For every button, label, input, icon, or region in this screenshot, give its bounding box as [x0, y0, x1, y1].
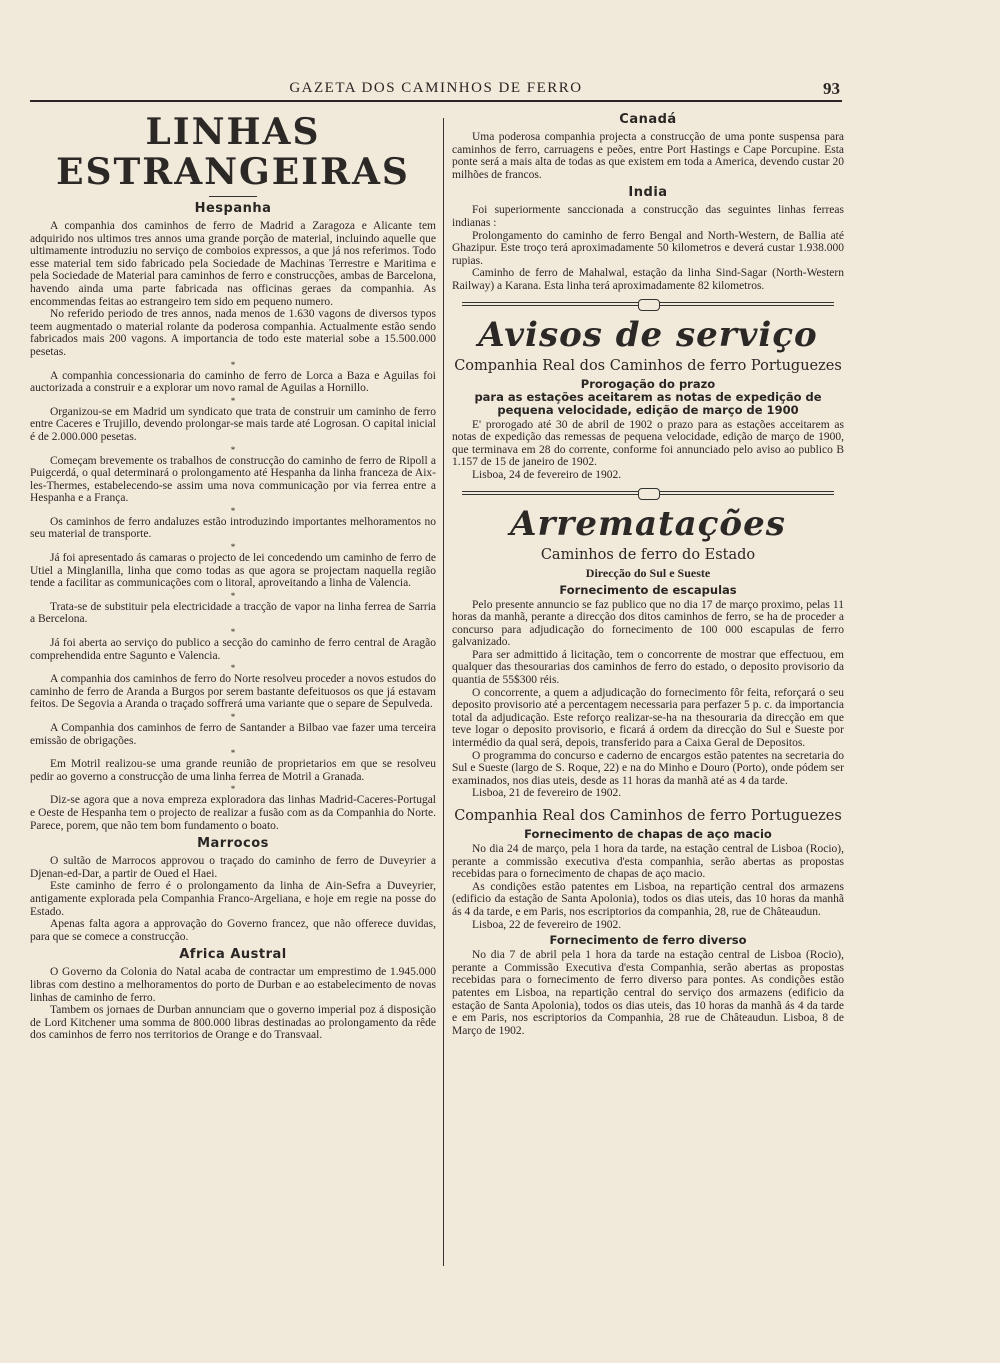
- tender-subheading: Fornecimento de ferro diverso: [549, 933, 747, 948]
- notice-subheading-detail: para as estações aceitarem as notas de expedição de pequena velocidade, edição de março de 1900: [474, 389, 822, 417]
- paragraph: Já foi apresentado ás camaras o projecto de lei concedendo um caminho de ferro de Utiel a Minglanilla, linha que como todas as que agora se projectam naquella região tende a facilitar as communicações com o litoral, aproveitando a linha de Valencia.: [30, 552, 436, 590]
- paragraph: As condições estão patentes em Lisboa, na repartição central dos armazens (edificio da estação de Santa Apolonia), todos os dias uteis, das 10 horas da manhã ás 4 da tarde, e em Paris, nos escriptorios da companhia, 28, rue de Châteaudun.: [452, 880, 844, 918]
- right-column: [452, 112, 844, 1037]
- paragraph: Os caminhos de ferro andaluzes estão introduzindo importantes melhoramentos no seu material de transporte.: [30, 515, 436, 541]
- paragraph: No dia 24 de março, pela 1 hora da tarde, na estação central de Lisboa (Rocio), perante a commissão executiva d'esta companhia, serão abertas as propostas recebidas para o fornecimento de chapas de aço macio.: [452, 843, 844, 881]
- paragraph: O concorrente, a quem a adjudicação do fornecimento fôr feita, reforçará o seu deposito provisorio até a percentagem necessaria para perfazer 5 p. c. da importancia total da adjudicação. Este reforço realizar-se-ha na thesouraria da direcção em que teve logar o deposito provisorio, e ficará á ordem da direcção do Sul e Sueste por intermédio da qual será, depois, transferido para a Caixa Geral de Depositos.: [452, 686, 844, 750]
- paragraph: Este caminho de ferro é o prolongamento da linha de Ain-Sefra a Duveyrier, antigamente explorada pela Companhia Franco-Argeliana, e hoje em regie na posse do Estado.: [30, 880, 436, 918]
- separator-star: *: [230, 359, 236, 370]
- paragraph: Organizou-se em Madrid um syndicato que trata de construir um caminho de ferro entre Caceres e Trujillo, devendo prolongar-se mais tarde até Logrosan. O capital inicial é de 2.000.000 pesetas.: [30, 405, 436, 443]
- paragraph: Foi superiormente sanccionada a construcção das seguintes linhas ferreas indianas :: [452, 204, 844, 229]
- paragraph: O programma do concurso e caderno de encargos estão patentes na secretaria do Sul e Sueste (largo de S. Roque, 22) e na do Minho e Douro (Porto), onde pódem ser examinados, nos dias uteis, desde as 11 horas da manhã até as 4 da tarde.: [452, 749, 844, 787]
- title-rule: [209, 196, 257, 197]
- paragraph: Pelo presente annuncio se faz publico que no dia 17 de março proximo, pelas 11 horas da manhã, perante a direcção dos ditos caminhos de ferro, se ha de proceder a concurso para adjudicação do fornecimento de 100 000 escapulas de ferro galvanizado.: [452, 598, 844, 649]
- notice-subheading: Prorogação do prazo: [580, 376, 716, 391]
- paragraph: Uma poderosa companhia projecta a construcção de uma ponte suspensa para caminhos de ferro, carruagens e peões, entre Port Hastings e Cape Porcupine. Esta ponte será a mais alta de todas as que existem em toda a America, devendo custar 20 milhões de francos.: [452, 131, 844, 181]
- paragraph: A companhia dos caminhos de ferro do Norte resolveu proceder a novos estudos do caminho de ferro de Aranda a Burgos por serem bastante defeituosos os que já estavam feitos. De Segovia a Aranda o traçado soffrerá uma variante que o separe de Sepulveda.: [30, 673, 436, 711]
- section-title-arrematacoes: Arrematações: [510, 503, 786, 544]
- company-heading: Companhia Real dos Caminhos de ferro Portuguezes: [454, 808, 842, 824]
- paragraph: E' prorogado até 30 de abril de 1902 o prazo para as estações acceitarem as notas de expedição das remessas de pequena velocidade, edição de março de 1900, que terminava em 28 do corrente, conforme foi annunciado pelo aviso ao publico B 1.157 de 15 de janeiro de 1902.: [452, 418, 844, 469]
- paragraph: O Governo da Colonia do Natal acaba de contractar um emprestimo de 1.945.000 libras com destino a melhoramentos do porto de Durban e ao estabelecimento de novas linhas de caminho de ferro.: [30, 966, 436, 1004]
- paragraph: Já foi aberta ao serviço do publico a secção do caminho de ferro central de Aragão comprehendida entre Sagunto e Valencia.: [30, 637, 436, 662]
- separator-star: *: [230, 712, 236, 722]
- tender-subheading: Fornecimento de escapulas: [559, 582, 737, 597]
- paragraph: Apenas falta agora a approvação do Governo francez, que não offerece duvidas, para que se comece a construcção.: [30, 918, 436, 943]
- dateline: Lisboa, 24 de fevereiro de 1902.: [472, 468, 622, 481]
- direccao-heading: Direcção do Sul e Sueste: [585, 565, 711, 580]
- paragraph: No dia 7 de abril pela 1 hora da tarde na estação central de Lisboa (Rocio), perante a Commissão Executiva d'esta Companhia, serão abertas as propostas recebidas para o fornecimento de ferro diverso para pontes. As condições estão patentes em Lisboa, na repartição central do serviço dos armazens (edificio da estação de Santa Apolonia), todos os dias uteis, das 10 horas da manhã ás 4 da tarde e em Paris, nos escriptorios da Companhia, 28 rue de Châteaudun. Lisboa, 8 de Março de 1902.: [452, 949, 844, 1037]
- heading-canada: Canadá: [619, 112, 677, 127]
- paragraph: Prolongamento do caminho de ferro Bengal and North-Western, de Ballia até Ghazipur. Este troço terá aproximadamente 50 kilometros e deverá custar 1.938.000 rupias.: [452, 229, 844, 267]
- separator-star: *: [230, 395, 236, 406]
- paragraph: Caminho de ferro de Mahalwal, estação da linha Sind-Sagar (North-Western Railway) a Karana. Esta linha terá aproximadamente 82 kilometros.: [452, 267, 844, 292]
- heading-hespanha: Hespanha: [194, 201, 272, 216]
- separator-star: *: [230, 590, 236, 601]
- separator-star: *: [230, 784, 236, 795]
- company-heading: Companhia Real dos Caminhos de ferro Portuguezes: [454, 357, 842, 374]
- running-header: [30, 78, 842, 102]
- section-title-linhas-estrangeiras: LINHAS ESTRANGEIRAS: [56, 111, 410, 193]
- company-heading: Caminhos de ferro do Estado: [540, 546, 756, 563]
- paragraph: Em Motril realizou-se uma grande reunião de proprietarios em que se resolveu pedir ao governo a construcção de uma linha ferrea de Motril a Granada.: [30, 758, 436, 783]
- separator-star: *: [230, 542, 236, 553]
- paragraph: Começam brevemente os trabalhos de construcção do caminho de ferro de Ripoll a Puigcerdá, o qual determinará o prolongamento até Hespanha da linha franceza de Aix-les-Thermes, estabelecendo-se assim uma nova communicação por via ferrea entre a Hespanha e a França.: [30, 454, 436, 505]
- separator-star: *: [230, 444, 236, 455]
- separator-star: *: [230, 505, 236, 516]
- separator-star: *: [230, 627, 236, 638]
- paragraph: Trata-se de substituir pela electricidade a tracção de vapor na linha ferrea de Sarria a Bercelona.: [30, 600, 436, 626]
- paragraph: A companhia concessionaria do caminho de ferro de Lorca a Baza e Aguilas foi auctorizada a construir e a explorar um novo ramal de Aguilas a Hornillo.: [30, 369, 436, 395]
- gazette-title: GAZETA DOS CAMINHOS DE FERRO: [289, 80, 583, 96]
- column-divider: [443, 118, 444, 1266]
- ornamental-rule: [452, 489, 844, 497]
- ornamental-rule: [452, 300, 844, 308]
- dateline: Lisboa, 21 de fevereiro de 1902.: [472, 787, 622, 800]
- paragraph: No referido periodo de tres annos, nada menos de 1.630 vagons de diversos typos teem augmentado o material rolante da poderosa companhia. Actualmente estão sendo fabricados mais 200 vagons. A importancia de todo este material sobe a 15.500.000 pesetas.: [30, 308, 436, 358]
- paragraph: Tambem os jornaes de Durban annunciam que o governo imperial poz á disposição de Lord Kitchener uma somma de 800.000 libras destinadas ao prolongamento da rêde dos caminhos de ferro nos territorios de Orange e do Transvaal.: [30, 1004, 436, 1042]
- paragraph: O sultão de Marrocos approvou o traçado do caminho de ferro de Duveyrier a Djenan-ed-Dar, a partir de Oued el Haei.: [30, 855, 436, 880]
- heading-africa-austral: Africa Austral: [179, 947, 287, 963]
- left-column: [30, 112, 436, 1042]
- separator-star: *: [230, 663, 236, 674]
- tender-subheading: Fornecimento de chapas de aço macio: [524, 827, 772, 841]
- heading-india: India: [628, 185, 668, 201]
- page-number: 93: [823, 79, 840, 98]
- dateline: Lisboa, 22 de fevereiro de 1902.: [472, 918, 622, 931]
- paragraph: A companhia dos caminhos de ferro de Madrid a Zaragoza e Alicante tem adquirido nos ultimos tres annos uma grande porção de material, incluindo aquelle que ultimamente introduziu no serviço de comboios expressos, a que já nos referimos. Todo esse material tem sido fabricado pela Sociedade de Machinas Terrestre e Maritima e pela Sociedade de Material para caminhos de ferro e construcções, ambas de Barcelona, havendo ainda uma parte fabricada nas officinas geraes da companhia. As encommendas feitas ao estrangeiro tem sido em pequeno numero.: [30, 220, 436, 308]
- paragraph: Para ser admittido á licitação, tem o concorrente de mostrar que effectuou, em qualquer das thesourarias dos caminhos de ferro do estado, o deposito provisorio da quantia de 55$300 réis.: [452, 648, 844, 687]
- section-title-avisos: Avisos de serviço: [478, 314, 818, 355]
- paragraph: A Companhia dos caminhos de ferro de Santander a Bilbao vae fazer uma terceira emissão de obrigações.: [30, 722, 436, 747]
- separator-star: *: [230, 748, 236, 759]
- heading-marrocos: Marrocos: [197, 836, 269, 852]
- paragraph: Diz-se agora que a nova empreza exploradora das linhas Madrid-Caceres-Portugal e Oeste de Hespanha tem o projecto de realizar a fusão com as da Companhia do Norte. Parece, porem, que não tem bom fundamento o boato.: [30, 794, 436, 832]
